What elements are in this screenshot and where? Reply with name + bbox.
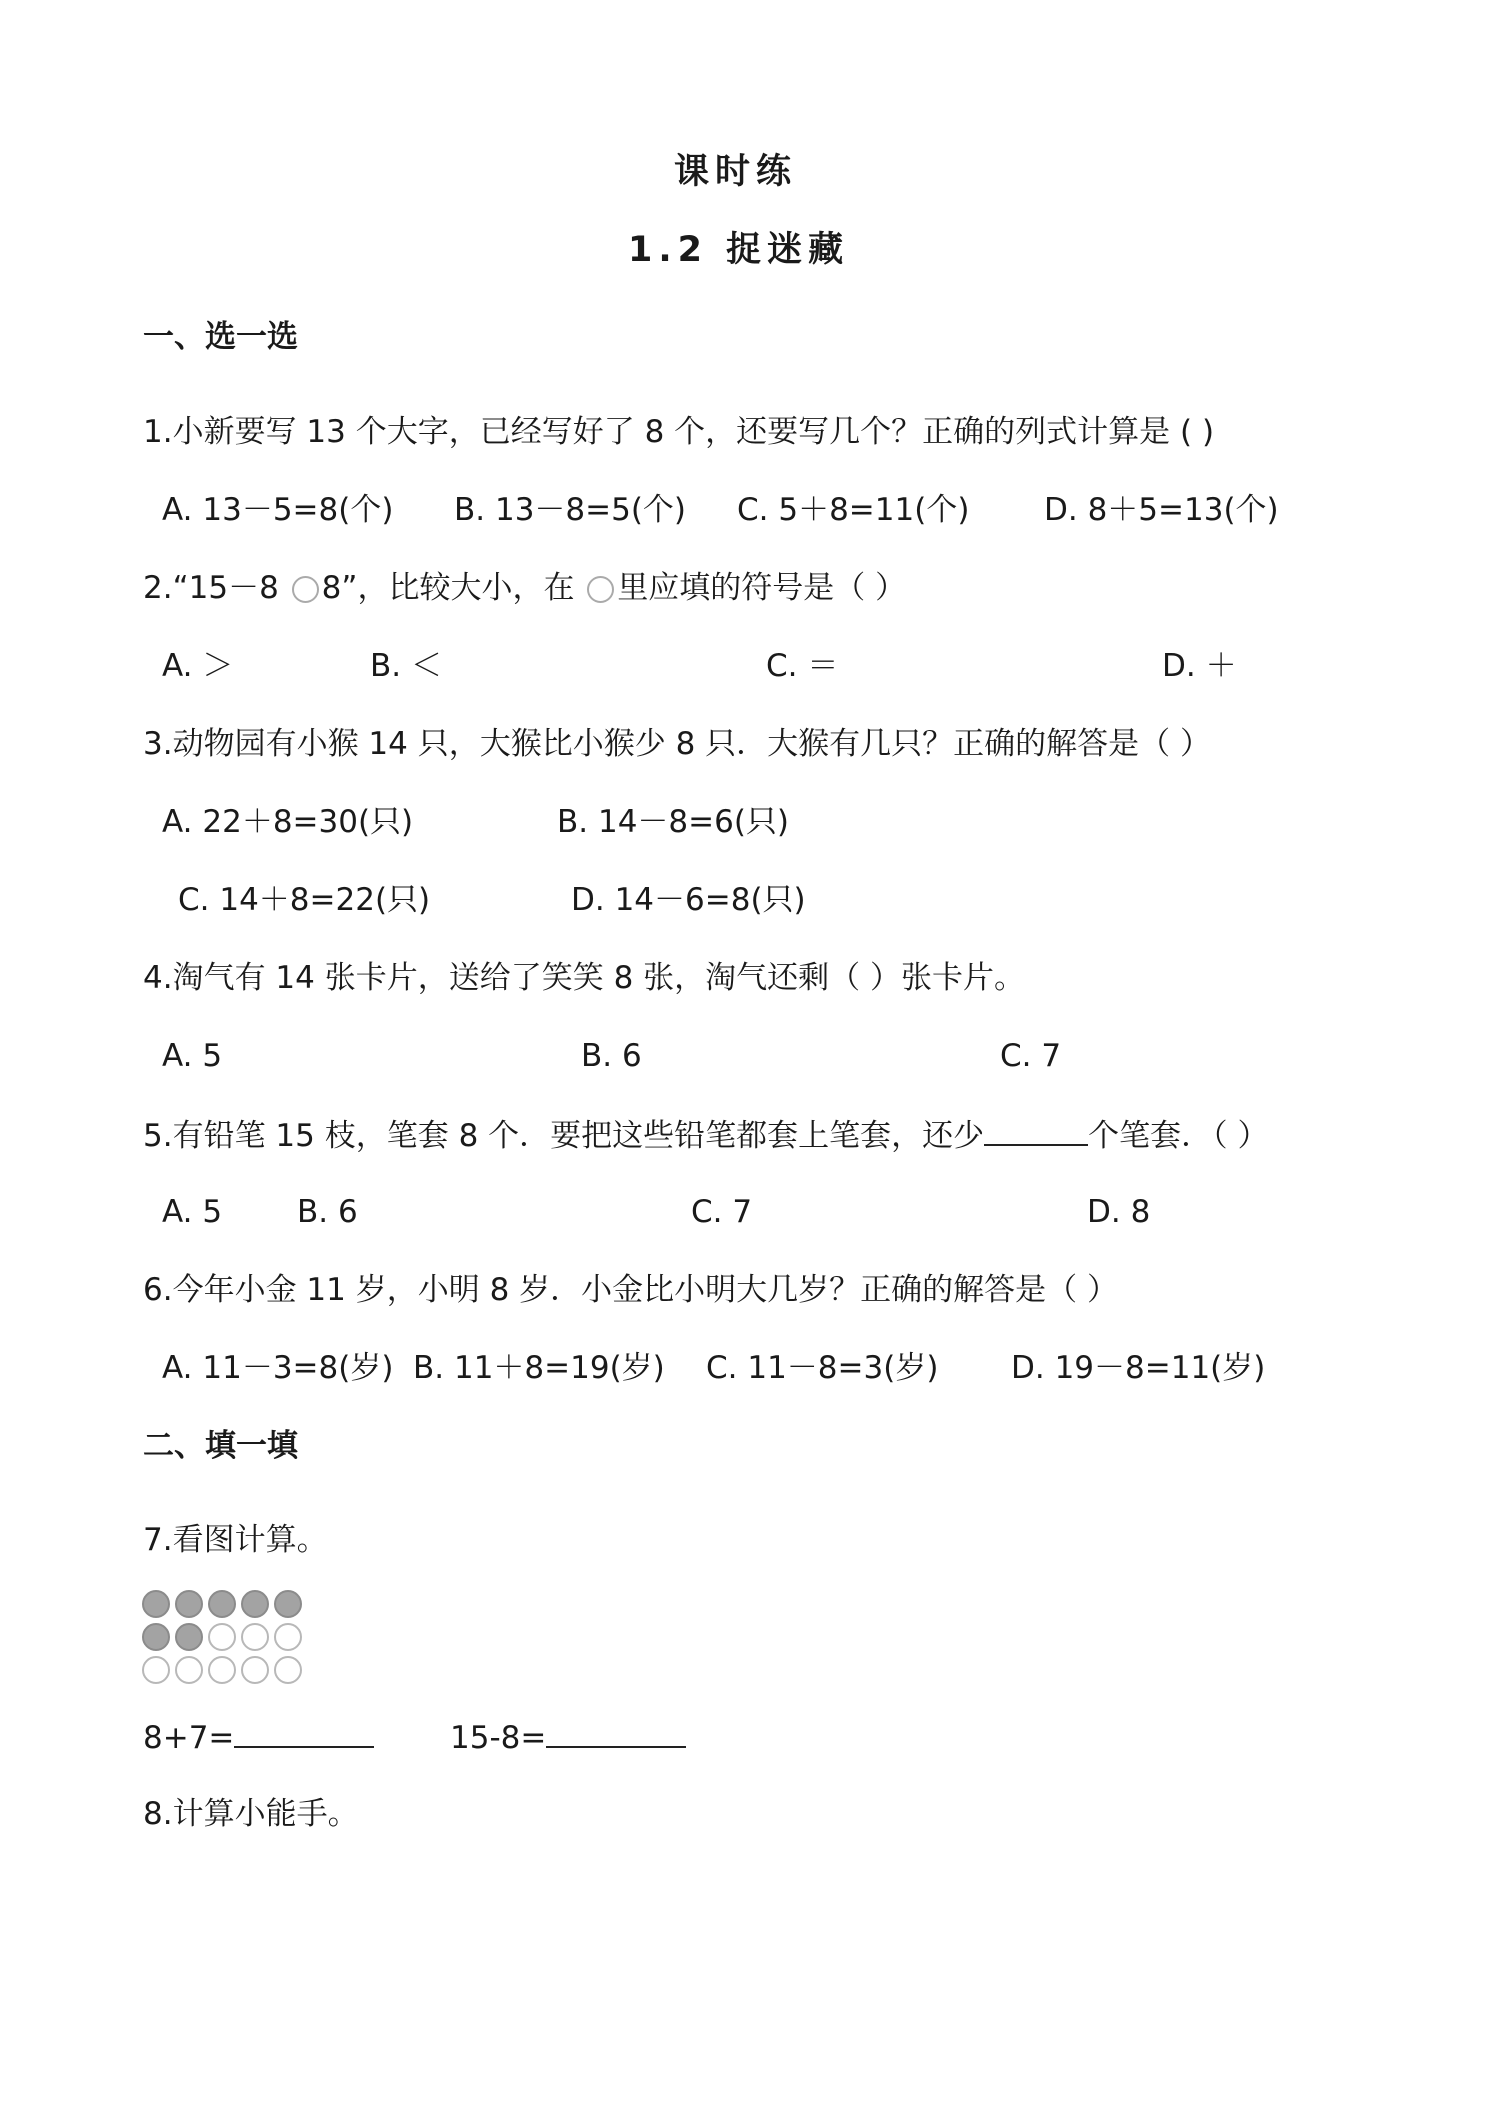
empty-dot [208,1623,236,1651]
filled-dot [142,1590,170,1618]
q6-option-c[interactable]: C. 11－8=3(岁) [706,1350,939,1386]
q3-option-a[interactable]: A. 22＋8=30(只) [162,804,414,840]
q2-option-c[interactable]: C. ＝ [766,648,839,684]
empty-dot [175,1656,203,1684]
q6-option-b[interactable]: B. 11＋8=19(岁) [413,1350,665,1386]
equation-2-text: 15-8= [450,1720,547,1756]
question-5-text-b: 个笔套．（ ） [1088,1118,1269,1154]
q6-option-d[interactable]: D. 19－8=11(岁) [1011,1350,1266,1386]
empty-dot [274,1656,302,1684]
lesson-title: 1.2 捉迷藏 [628,230,850,270]
blank-circle-icon [587,576,614,603]
q2-option-d[interactable]: D. ＋ [1162,648,1237,684]
empty-dot [241,1656,269,1684]
question-2-text-b: 8”，比较大小，在 [321,570,585,606]
question-5-text-a: 5.有铅笔 15 枝，笔套 8 个．要把这些铅笔都套上笔套，还少 [143,1118,985,1154]
filled-dot [175,1590,203,1618]
empty-dot [208,1656,236,1684]
q4-option-b[interactable]: B. 6 [581,1038,642,1074]
q5-option-c[interactable]: C. 7 [691,1194,753,1230]
question-8: 8.计算小能手。 [143,1796,359,1832]
q4-option-c[interactable]: C. 7 [1000,1038,1062,1074]
answer-blank[interactable] [984,1114,1088,1146]
q2-option-b[interactable]: B. ＜ [370,648,442,684]
filled-dot [274,1590,302,1618]
q2-option-a[interactable]: A. ＞ [162,648,234,684]
equation-1-text: 8+7= [143,1720,235,1756]
q5-option-b[interactable]: B. 6 [297,1194,358,1230]
page-title: 课时练 [674,152,798,192]
empty-dot [274,1623,302,1651]
q3-option-b[interactable]: B. 14－8=6(只) [557,804,790,840]
q3-option-c[interactable]: C. 14＋8=22(只) [178,882,431,918]
question-1: 1.小新要写 13 个大字，已经写好了 8 个，还要写几个？正确的列式计算是 ( ) [143,414,1215,450]
empty-dot [142,1656,170,1684]
question-3: 3.动物园有小猴 14 只，大猴比小猴少 8 只．大猴有几只？正确的解答是（ ） [143,726,1212,762]
q1-option-c[interactable]: C. 5＋8=11(个) [737,492,970,528]
question-7: 7.看图计算。 [143,1522,328,1558]
filled-dot [142,1623,170,1651]
q4-option-a[interactable]: A. 5 [162,1038,223,1074]
filled-dot [175,1623,203,1651]
question-6: 6.今年小金 11 岁，小明 8 岁．小金比小明大几岁？正确的解答是（ ） [143,1272,1119,1308]
q5-option-d[interactable]: D. 8 [1087,1194,1151,1230]
question-2-text-c: 里应填的符号是（ ） [617,570,907,606]
q6-option-a[interactable]: A. 11－3=8(岁) [162,1350,394,1386]
q3-option-d[interactable]: D. 14－6=8(只) [571,882,806,918]
question-2-text-a: 2.“15－8 [143,570,289,606]
filled-dot [241,1590,269,1618]
equation-2 [450,1716,686,1758]
equation-1 [143,1716,374,1758]
answer-blank[interactable] [546,1716,686,1748]
filled-dot [208,1590,236,1618]
q5-option-a[interactable]: A. 5 [162,1194,223,1230]
answer-blank[interactable] [234,1716,374,1748]
question-4: 4.淘气有 14 张卡片，送给了笑笑 8 张，淘气还剩（ ）张卡片。 [143,960,1026,996]
q1-option-b[interactable]: B. 13－8=5(个) [454,492,687,528]
empty-dot [241,1623,269,1651]
question-5 [143,1114,1269,1156]
question-2 [143,568,906,608]
q1-option-d[interactable]: D. 8＋5=13(个) [1044,492,1279,528]
section-heading-fill: 二、填一填 [143,1428,298,1464]
blank-circle-icon [292,576,319,603]
section-heading-choose: 一、选一选 [143,319,298,355]
q1-option-a[interactable]: A. 13－5=8(个) [162,492,394,528]
